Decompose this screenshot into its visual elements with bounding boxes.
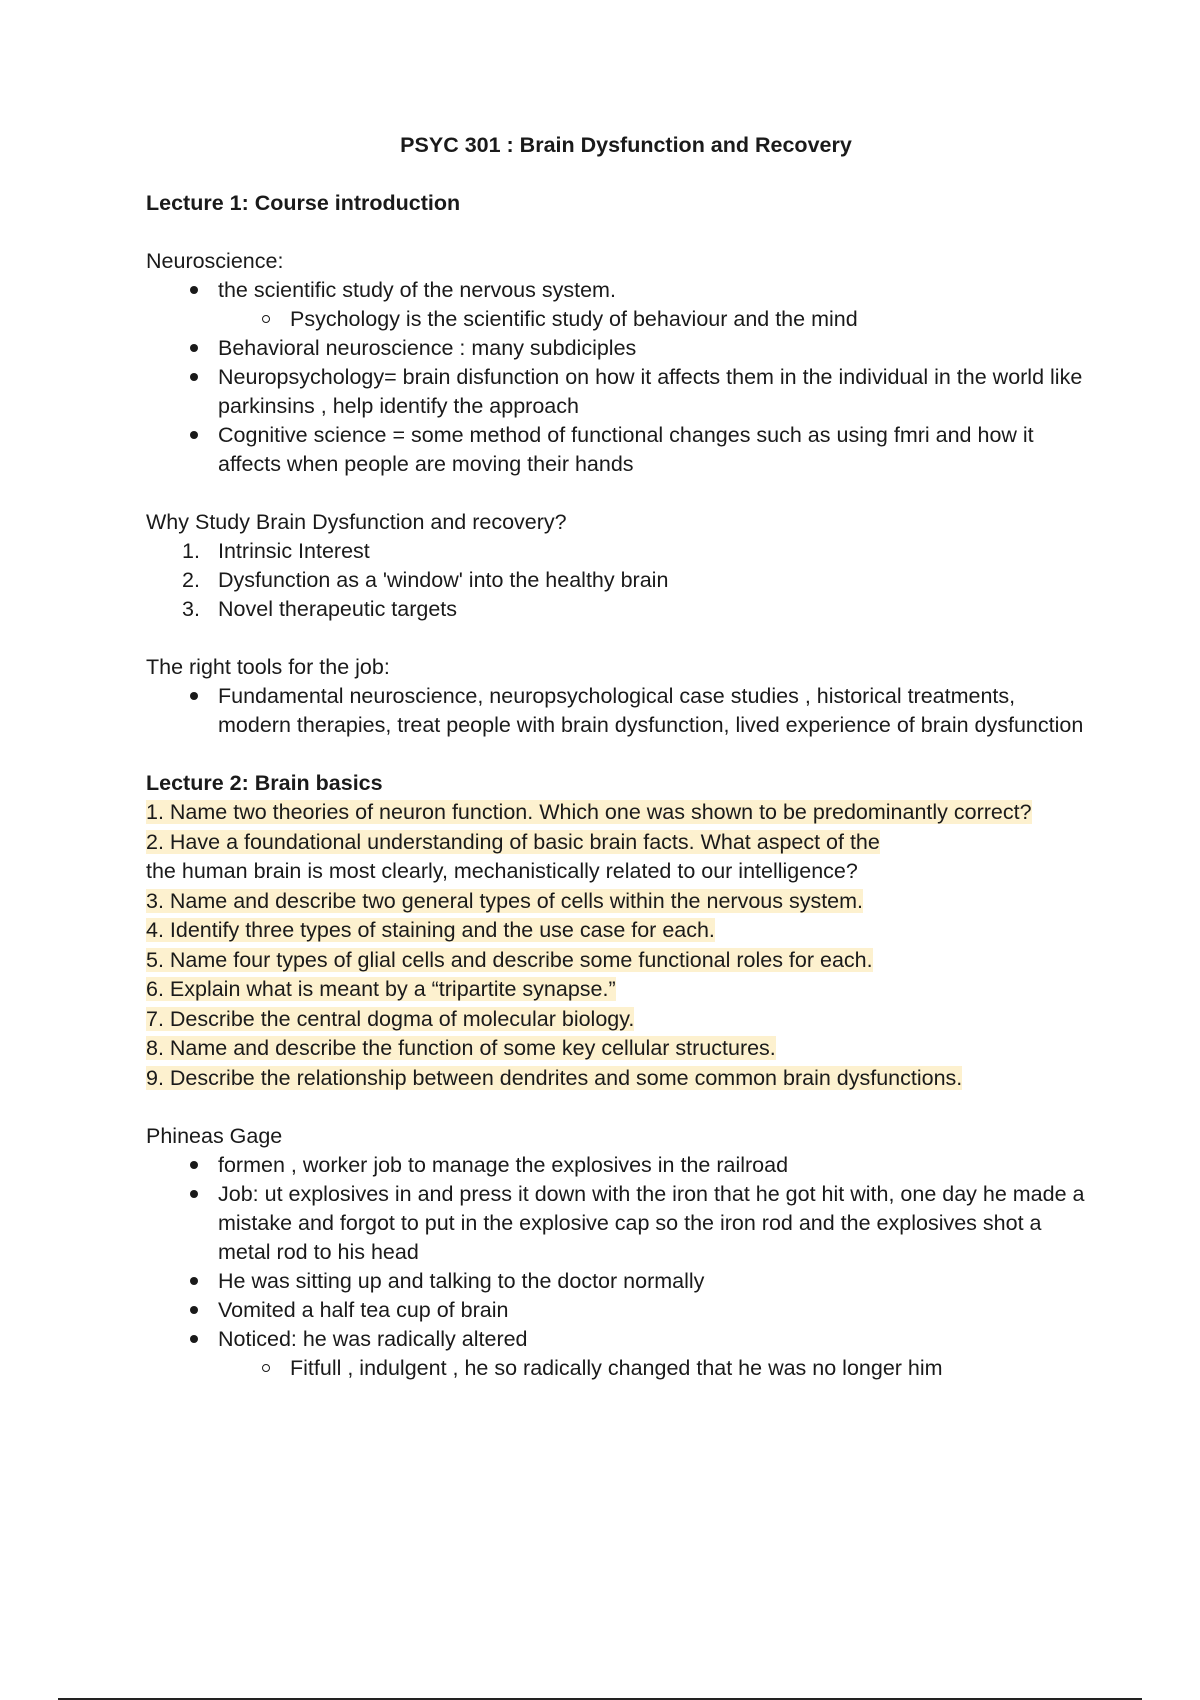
bullet-icon — [184, 1325, 204, 1354]
document-page — [146, 130, 1086, 1383]
bullet-icon — [184, 682, 204, 711]
sub-list — [218, 305, 1086, 334]
hollow-bullet-icon — [256, 305, 276, 334]
list-item: formen , worker job to manage the explosives in the railroad — [146, 1151, 1086, 1180]
list-item: Fundamental neuroscience, neuropsychological case studies , historical treatments, modern therapies, treat people with brain dysfunction, lived experience of brain dysfunction — [146, 682, 1086, 740]
sub-list — [218, 1354, 1086, 1383]
neuroscience-label: Neuroscience: — [146, 249, 284, 273]
list-item: Neuropsychology= brain disfunction on how it affects them in the individual in the world like parkinsins , help identify the approach — [146, 363, 1086, 421]
phineas-gage-list — [146, 1151, 1086, 1383]
neuroscience-list — [146, 276, 1086, 479]
list-item: Noticed: he was radically altered Fitfull , indulgent , he so radically changed that he was no longer him — [146, 1325, 1086, 1383]
list-item: He was sitting up and talking to the doctor normally — [146, 1267, 1086, 1296]
objective-item: 8. Name and describe the function of some key cellular structures. — [146, 1036, 776, 1060]
tools-list — [146, 682, 1086, 740]
list-item: the scientific study of the nervous system. Psychology is the scientific study of behaviour and the mind — [146, 276, 1086, 334]
document-title: PSYC 301 : Brain Dysfunction and Recovery — [400, 133, 852, 157]
objective-item: 9. Describe the relationship between dendrites and some common brain dysfunctions. — [146, 1065, 963, 1090]
bullet-icon — [184, 1296, 204, 1325]
why-study-list — [146, 537, 1086, 624]
list-item: Behavioral neuroscience : many subdiciples — [146, 334, 1086, 363]
list-item: Vomited a half tea cup of brain — [146, 1296, 1086, 1325]
bullet-icon — [184, 421, 204, 450]
objective-item: the human brain is most clearly, mechanistically related to our intelligence? — [146, 859, 858, 883]
list-item: 3. Novel therapeutic targets — [182, 597, 458, 621]
list-item: 1. Intrinsic Interest — [182, 539, 370, 563]
list-item: 2. Dysfunction as a 'window' into the healthy brain — [182, 568, 669, 592]
objective-item: 6. Explain what is meant by a “tripartite synapse.” — [146, 977, 616, 1001]
lecture-2-heading: Lecture 2: Brain basics — [146, 771, 383, 795]
list-item: Cognitive science = some method of functional changes such as using fmri and how it affects when people are moving their hands — [146, 421, 1086, 479]
why-study-label: Why Study Brain Dysfunction and recovery? — [146, 510, 567, 534]
objective-item: 7. Describe the central dogma of molecular biology. — [146, 1006, 635, 1031]
hollow-bullet-icon — [256, 1354, 276, 1383]
sub-list-item: Fitfull , indulgent , he so radically changed that he was no longer him — [218, 1354, 1086, 1383]
bullet-icon — [184, 276, 204, 305]
bullet-icon — [184, 363, 204, 392]
objective-item: 5. Name four types of glial cells and describe some functional roles for each. — [146, 947, 873, 972]
objective-item: 2. Have a foundational understanding of basic brain facts. What aspect of the — [146, 829, 880, 854]
objective-item: 1. Name two theories of neuron function. Which one was shown to be predominantly correct? — [146, 800, 1032, 824]
bullet-icon — [184, 1180, 204, 1209]
list-item: Job: ut explosives in and press it down with the iron that he got hit with, one day he made a mistake and forgot to put in the explosive cap so the iron rod and the explosives shot a metal rod to his head — [146, 1180, 1086, 1267]
bullet-icon — [184, 1267, 204, 1296]
tools-label: The right tools for the job: — [146, 655, 390, 679]
bullet-icon — [184, 334, 204, 363]
bullet-icon — [184, 1151, 204, 1180]
objective-item: 4. Identify three types of staining and the use case for each. — [146, 918, 715, 942]
lecture-1-heading: Lecture 1: Course introduction — [146, 191, 461, 215]
objective-item: 3. Name and describe two general types of cells within the nervous system. — [146, 888, 864, 913]
learning-objectives-list — [146, 798, 1086, 1093]
phineas-gage-label: Phineas Gage — [146, 1124, 283, 1148]
sub-list-item: Psychology is the scientific study of behaviour and the mind — [218, 305, 1086, 334]
